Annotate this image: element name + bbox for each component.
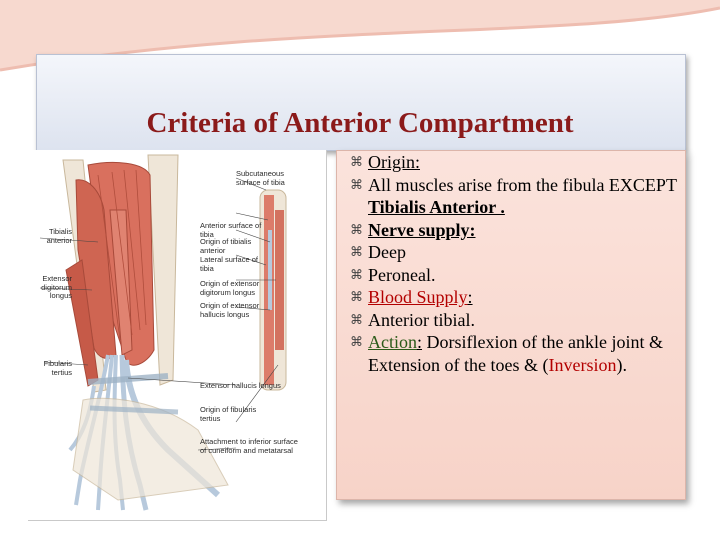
bullet-list <box>350 151 686 376</box>
leg-muscles-illustration <box>28 150 326 520</box>
label-anterior-surface: Anterior surface of tibia <box>200 221 262 239</box>
bullet-icon: ⌘ <box>350 289 363 304</box>
label-origin-tibialis: Origin of tibialis anterior <box>200 237 252 255</box>
list-item: ⌘ Anterior tibial. <box>350 309 475 330</box>
bullet-icon: ⌘ <box>350 154 363 169</box>
label-attachment: Attachment to inferior surface of cuneiform and metatarsal <box>200 437 298 455</box>
bullet-icon: ⌘ <box>350 244 363 259</box>
label-origin-edl: Origin of extensor digitorum longus <box>200 279 260 297</box>
label-origin-ehl: Origin of extensor hallucis longus <box>200 301 260 319</box>
label-fibularis-tertius: Fibularis tertius <box>43 359 72 377</box>
list-item: ⌘ Peroneal. <box>350 264 436 285</box>
bullet-icon: ⌘ <box>350 334 363 349</box>
label-subcutaneous-surface: Subcutaneous surface of tibia <box>236 169 285 187</box>
label-extensor-digitorum: Extensor digitorum longus <box>41 274 72 300</box>
slide-title: Criteria of Anterior Compartment <box>146 107 574 139</box>
list-item: ⌘ Blood Supply: <box>350 287 473 307</box>
bullet-icon: ⌘ <box>350 221 363 237</box>
label-ehl: Extensor hallucis longus <box>200 381 281 390</box>
label-lateral-surface: Lateral surface of tibia <box>200 255 258 273</box>
list-item: ⌘ Nerve supply: <box>350 219 476 240</box>
label-tibialis-anterior: Tibialis anterior <box>46 227 72 245</box>
bullet-icon: ⌘ <box>350 266 363 282</box>
bullet-icon: ⌘ <box>350 311 363 327</box>
list-item: ⌘ Origin: <box>350 152 420 172</box>
anatomy-figure <box>28 150 327 521</box>
bullet-icon: ⌘ <box>350 176 363 192</box>
label-origin-ft: Origin of fibularis tertius <box>200 405 257 423</box>
list-item: ⌘ Action: Dorsiflexion of the ankle joint & Extension of the toes & (Inversion). <box>350 332 663 375</box>
list-item: ⌘ Deep <box>350 242 406 262</box>
list-item: ⌘ All muscles arise from the fibula EXCEPT Tibialis Anterior . <box>350 174 677 217</box>
